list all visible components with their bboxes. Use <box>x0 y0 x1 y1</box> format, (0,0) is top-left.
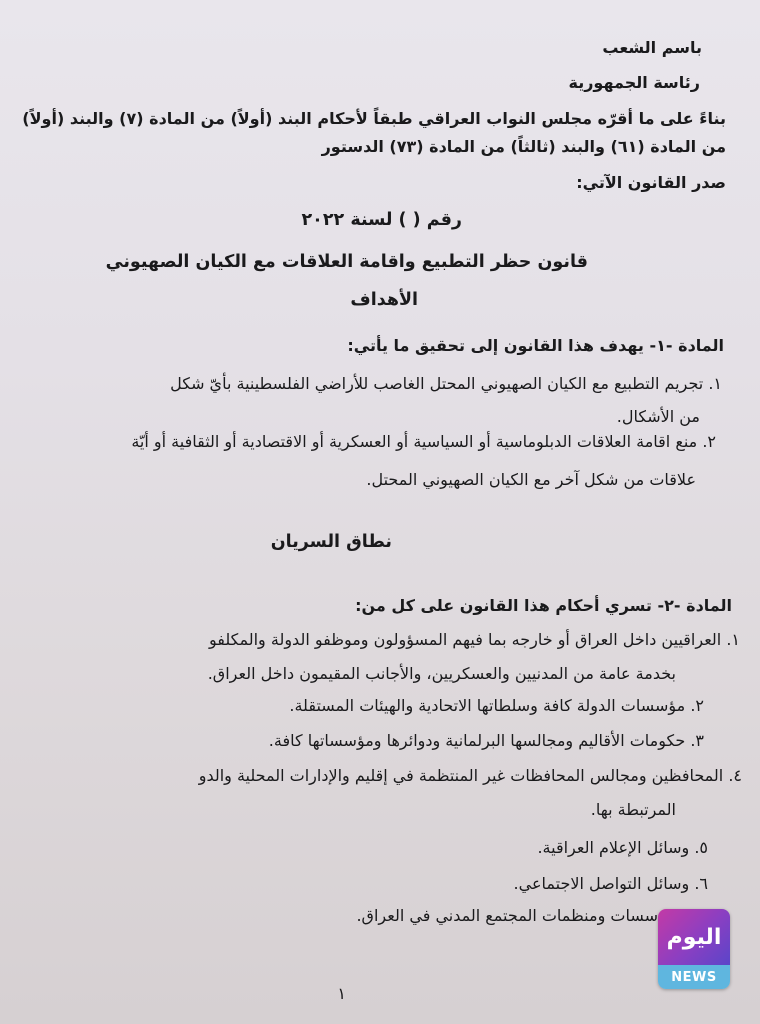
watermark-logo-news: NEWS <box>671 969 717 985</box>
article2-heading: المادة -٢- تسري أحكام هذا القانون على كل من: <box>355 596 732 615</box>
article1-item1-line2: من الأشكال. <box>616 407 700 426</box>
page-number: ١ <box>337 984 346 1003</box>
article2-item3: ٣. حكومات الأقاليم ومجالسها البرلمانية ودوائرها ومؤسساتها كافة. <box>268 731 704 750</box>
law-title: قانون حظر التطبيع واقامة العلاقات مع الكيان الصهيوني <box>105 252 588 272</box>
law-number: رقم ( ) لسنة ٢٠٢٢ <box>301 210 462 230</box>
article2-item2: ٢. مؤسسات الدولة كافة وسلطاتها الاتحادية والهيئات المستقلة. <box>289 696 704 715</box>
preamble-basis-line2: من المادة (٦١) والبند (ثالثاً) من المادة (٧٣) الدستور <box>321 137 726 156</box>
preamble-basis-line1: بناءً على ما أقرّه مجلس النواب العراقي طبقاً لأحكام البند (أولاً) من المادة (٧) والبند (أولاً) <box>22 109 726 128</box>
article1-item1-line1: ١. تجريم التطبيع مع الكيان الصهيوني المحتل الغاصب للأراضي الفلسطينية بأيّ شكل <box>170 374 722 393</box>
article2-item5: ٥. وسائل الإعلام العراقية. <box>537 838 708 857</box>
article2-item1-line1: ١. العراقيين داخل العراق أو خارجه بما فيهم المسؤولون وموظفو الدولة والمكلفو <box>208 630 740 649</box>
watermark-logo <box>658 909 730 989</box>
article1-item2-line2: علاقات من شكل آخر مع الكيان الصهيوني المحتل. <box>366 470 696 489</box>
watermark-logo-top <box>658 909 730 965</box>
article2-item1-line2: بخدمة عامة من المدنيين والعسكريين، والأجانب المقيمون داخل العراق. <box>207 664 676 683</box>
article2-item7: سسات ومنظمات المجتمع المدني في العراق. <box>356 906 658 925</box>
article1-heading: المادة -١- يهدف هذا القانون إلى تحقيق ما يأتي: <box>347 336 724 355</box>
preamble-presidency: رئاسة الجمهورية <box>568 73 700 92</box>
article2-item6: ٦. وسائل التواصل الاجتماعي. <box>513 874 708 893</box>
section-scope-heading: نطاق السريان <box>270 532 392 552</box>
watermark-logo-word: اليوم <box>666 924 722 950</box>
preamble-issued: صدر القانون الآتي: <box>576 173 726 192</box>
article1-item2-line1: ٢. منع اقامة العلاقات الدبلوماسية أو السياسية أو العسكرية أو الاقتصادية أو الثقافية أو أيّة <box>131 432 716 451</box>
article2-item4-line1: ٤. المحافظين ومجالس المحافظات غير المنتظمة في إقليم والإدارات المحلية والدو <box>198 766 742 785</box>
preamble-in-the-name-of-people: باسم الشعب <box>602 38 702 57</box>
section-objectives-heading: الأهداف <box>350 290 418 310</box>
watermark-logo-bottom <box>658 965 730 989</box>
article2-item4-line2: المرتبطة بها. <box>590 800 676 819</box>
